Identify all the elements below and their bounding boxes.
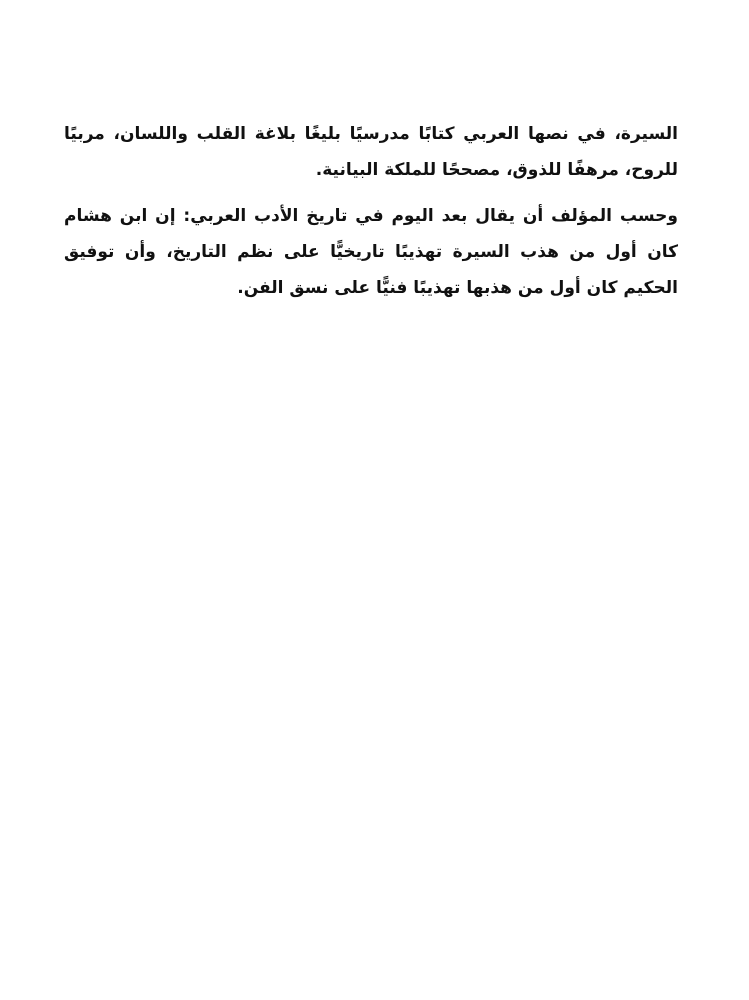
paragraph-2: وحسب المؤلف أن يقال بعد اليوم في تاريخ الأدب العربي: إن ابن هشام كان أول من هذب السيرة تهذيبًا تاريخيًّا على نظم التاريخ، وأن توفيق الحكيم كان أول من هذبها تهذيبًا فنيًّا على نسق الفن. [64,206,678,298]
body-text [64,116,678,306]
paragraph-1: السيرة، في نصها العربي كتابًا مدرسيًا بليغًا بلاغة القلب واللسان، مربيًا للروح، مرهفًا للذوق، مصححًا للملكة البيانية. [64,124,678,180]
